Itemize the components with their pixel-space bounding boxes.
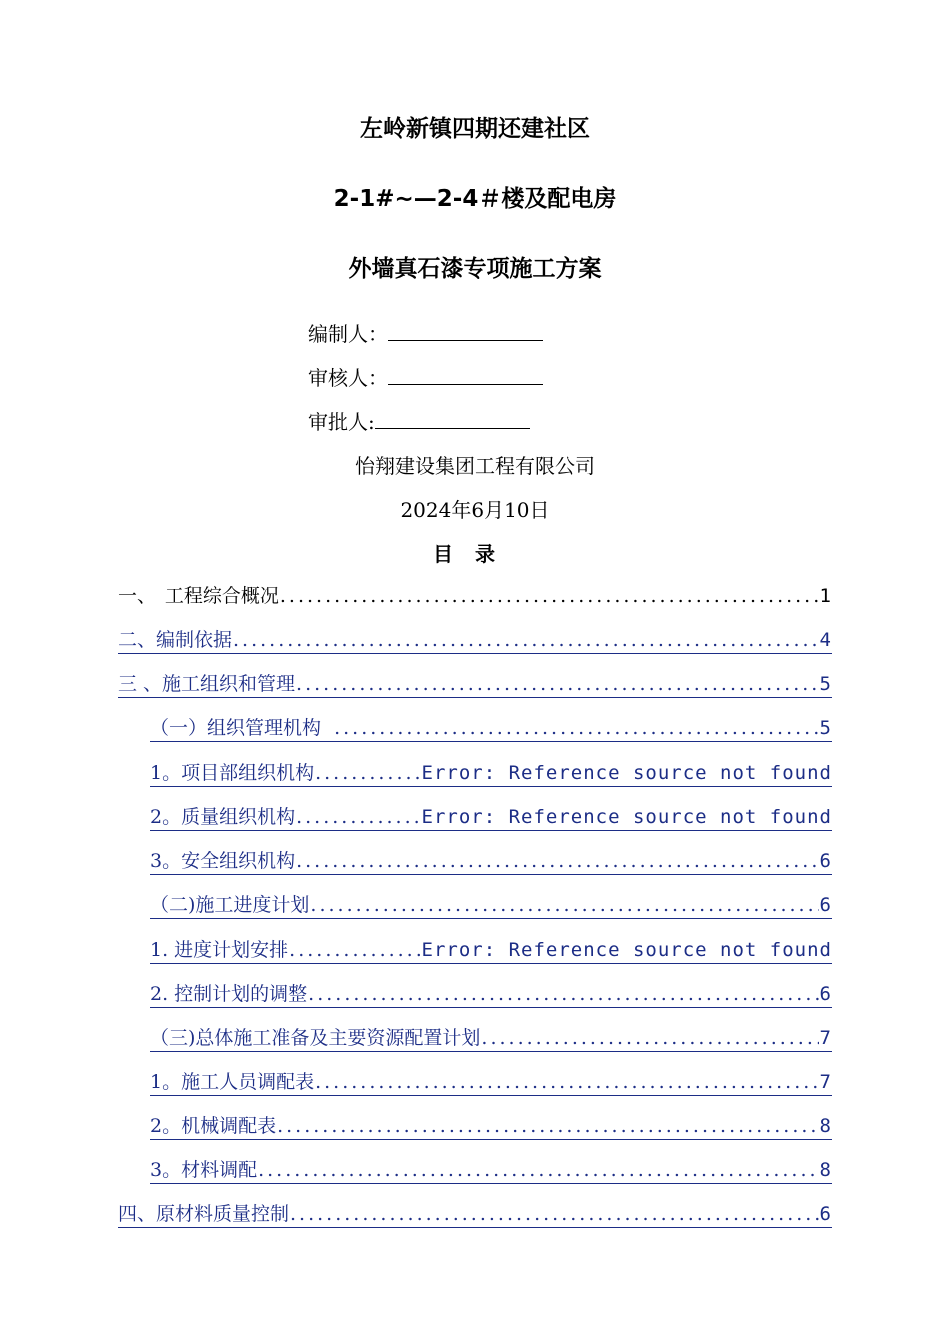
toc-leader-dots	[258, 1157, 818, 1183]
toc-entry-label: 三 、施工组织和管理	[118, 673, 296, 695]
toc-entry[interactable]	[118, 627, 832, 654]
toc-entry-page: 6	[819, 850, 832, 872]
toc-entry-label: （二)施工进度计划	[150, 894, 310, 916]
toc-entry-label: 一、	[118, 585, 157, 607]
toc-entry-page: 8	[819, 1115, 832, 1137]
toc-leader-dots	[334, 715, 818, 741]
toc-leader-dots	[481, 1025, 818, 1051]
toc-leader-dots	[308, 981, 818, 1007]
toc-entry-page: 6	[819, 983, 832, 1005]
toc-entry-label: 2。质量组织机构	[150, 806, 296, 828]
toc-entry-label: （三)总体施工准备及主要资源配置计划	[150, 1027, 481, 1049]
reviewer-blank	[388, 362, 543, 385]
toc-leader-dots	[296, 848, 818, 874]
toc-entry-page: 5	[819, 673, 832, 695]
toc-leader-dots	[296, 804, 420, 830]
approver-blank	[375, 406, 530, 429]
toc-entry-label: 工程综合概况	[164, 585, 279, 607]
toc-entry-page: 4	[819, 629, 832, 651]
title-line-2: 2-1#~—2-4＃楼及配电房	[333, 186, 617, 212]
toc-leader-dots	[280, 583, 819, 609]
toc-entry-label: 1. 进度计划安排	[150, 939, 289, 961]
approver-field	[308, 406, 530, 435]
toc-entry[interactable]	[150, 848, 832, 875]
reviewer-label: 审核人：	[308, 366, 388, 390]
toc-entry-label: 3。材料调配	[150, 1159, 258, 1181]
title-line-3: 外墙真石漆专项施工方案	[348, 256, 602, 282]
toc-entry[interactable]	[118, 671, 832, 698]
toc-entry-label: 2。机械调配表	[150, 1115, 277, 1137]
toc-entry-page: Error: Reference source not found	[421, 939, 832, 961]
toc-entry[interactable]	[150, 804, 832, 831]
toc-entry-label: 2. 控制计划的调整	[150, 983, 308, 1005]
toc-entry-label: 1。施工人员调配表	[150, 1071, 315, 1093]
approver-label: 审批人:	[308, 410, 375, 434]
toc-entry-page: 5	[819, 717, 832, 739]
toc-entry-page: Error: Reference source not found	[421, 762, 832, 784]
toc-leader-dots	[310, 892, 818, 918]
toc-entry[interactable]	[150, 1069, 832, 1096]
compiler-field	[308, 318, 543, 347]
toc-entry-page: Error: Reference source not found	[421, 806, 832, 828]
toc-entry[interactable]	[150, 892, 832, 919]
toc-entry-label: 四、原材料质量控制	[118, 1203, 290, 1225]
document-date: 2024年6月10日	[400, 498, 550, 522]
toc-leader-dots	[277, 1113, 818, 1139]
toc-leader-dots	[315, 760, 420, 786]
toc-entry-page: 8	[819, 1159, 832, 1181]
company-name: 怡翔建设集团工程有限公司	[355, 454, 595, 478]
toc-entry-page: 7	[819, 1027, 832, 1049]
toc-entry-label: 1。项目部组织机构	[150, 762, 315, 784]
toc-leader-dots	[290, 1201, 819, 1227]
toc-leader-dots	[315, 1069, 818, 1095]
toc-entry-label: （一）组织管理机构	[150, 717, 334, 739]
compiler-blank	[388, 318, 543, 341]
toc-leader-dots	[296, 671, 819, 697]
toc-leader-dots	[289, 937, 420, 963]
toc-heading: 目录	[433, 542, 517, 566]
toc-entry[interactable]	[150, 937, 832, 964]
toc-leader-dots	[233, 627, 819, 653]
toc-entry-page: 1	[819, 585, 832, 607]
toc-entry-page: 6	[819, 894, 832, 916]
title-line-1: 左岭新镇四期还建社区	[360, 116, 590, 142]
toc-entry[interactable]	[118, 583, 832, 609]
toc-entry-page: 7	[819, 1071, 832, 1093]
toc-entry[interactable]	[150, 760, 832, 787]
toc-entry[interactable]	[150, 1113, 832, 1140]
toc-entry-label: 二、编制依据	[118, 629, 233, 651]
toc-entry[interactable]	[150, 1157, 832, 1184]
toc-entry[interactable]	[150, 1025, 832, 1052]
toc-entry-label: 3。安全组织机构	[150, 850, 296, 872]
toc-entry[interactable]	[150, 715, 832, 742]
compiler-label: 编制人：	[308, 322, 388, 346]
reviewer-field	[308, 362, 543, 391]
toc-entry-page: 6	[819, 1203, 832, 1225]
toc-entry[interactable]	[118, 1201, 832, 1228]
toc-entry[interactable]	[150, 981, 832, 1008]
